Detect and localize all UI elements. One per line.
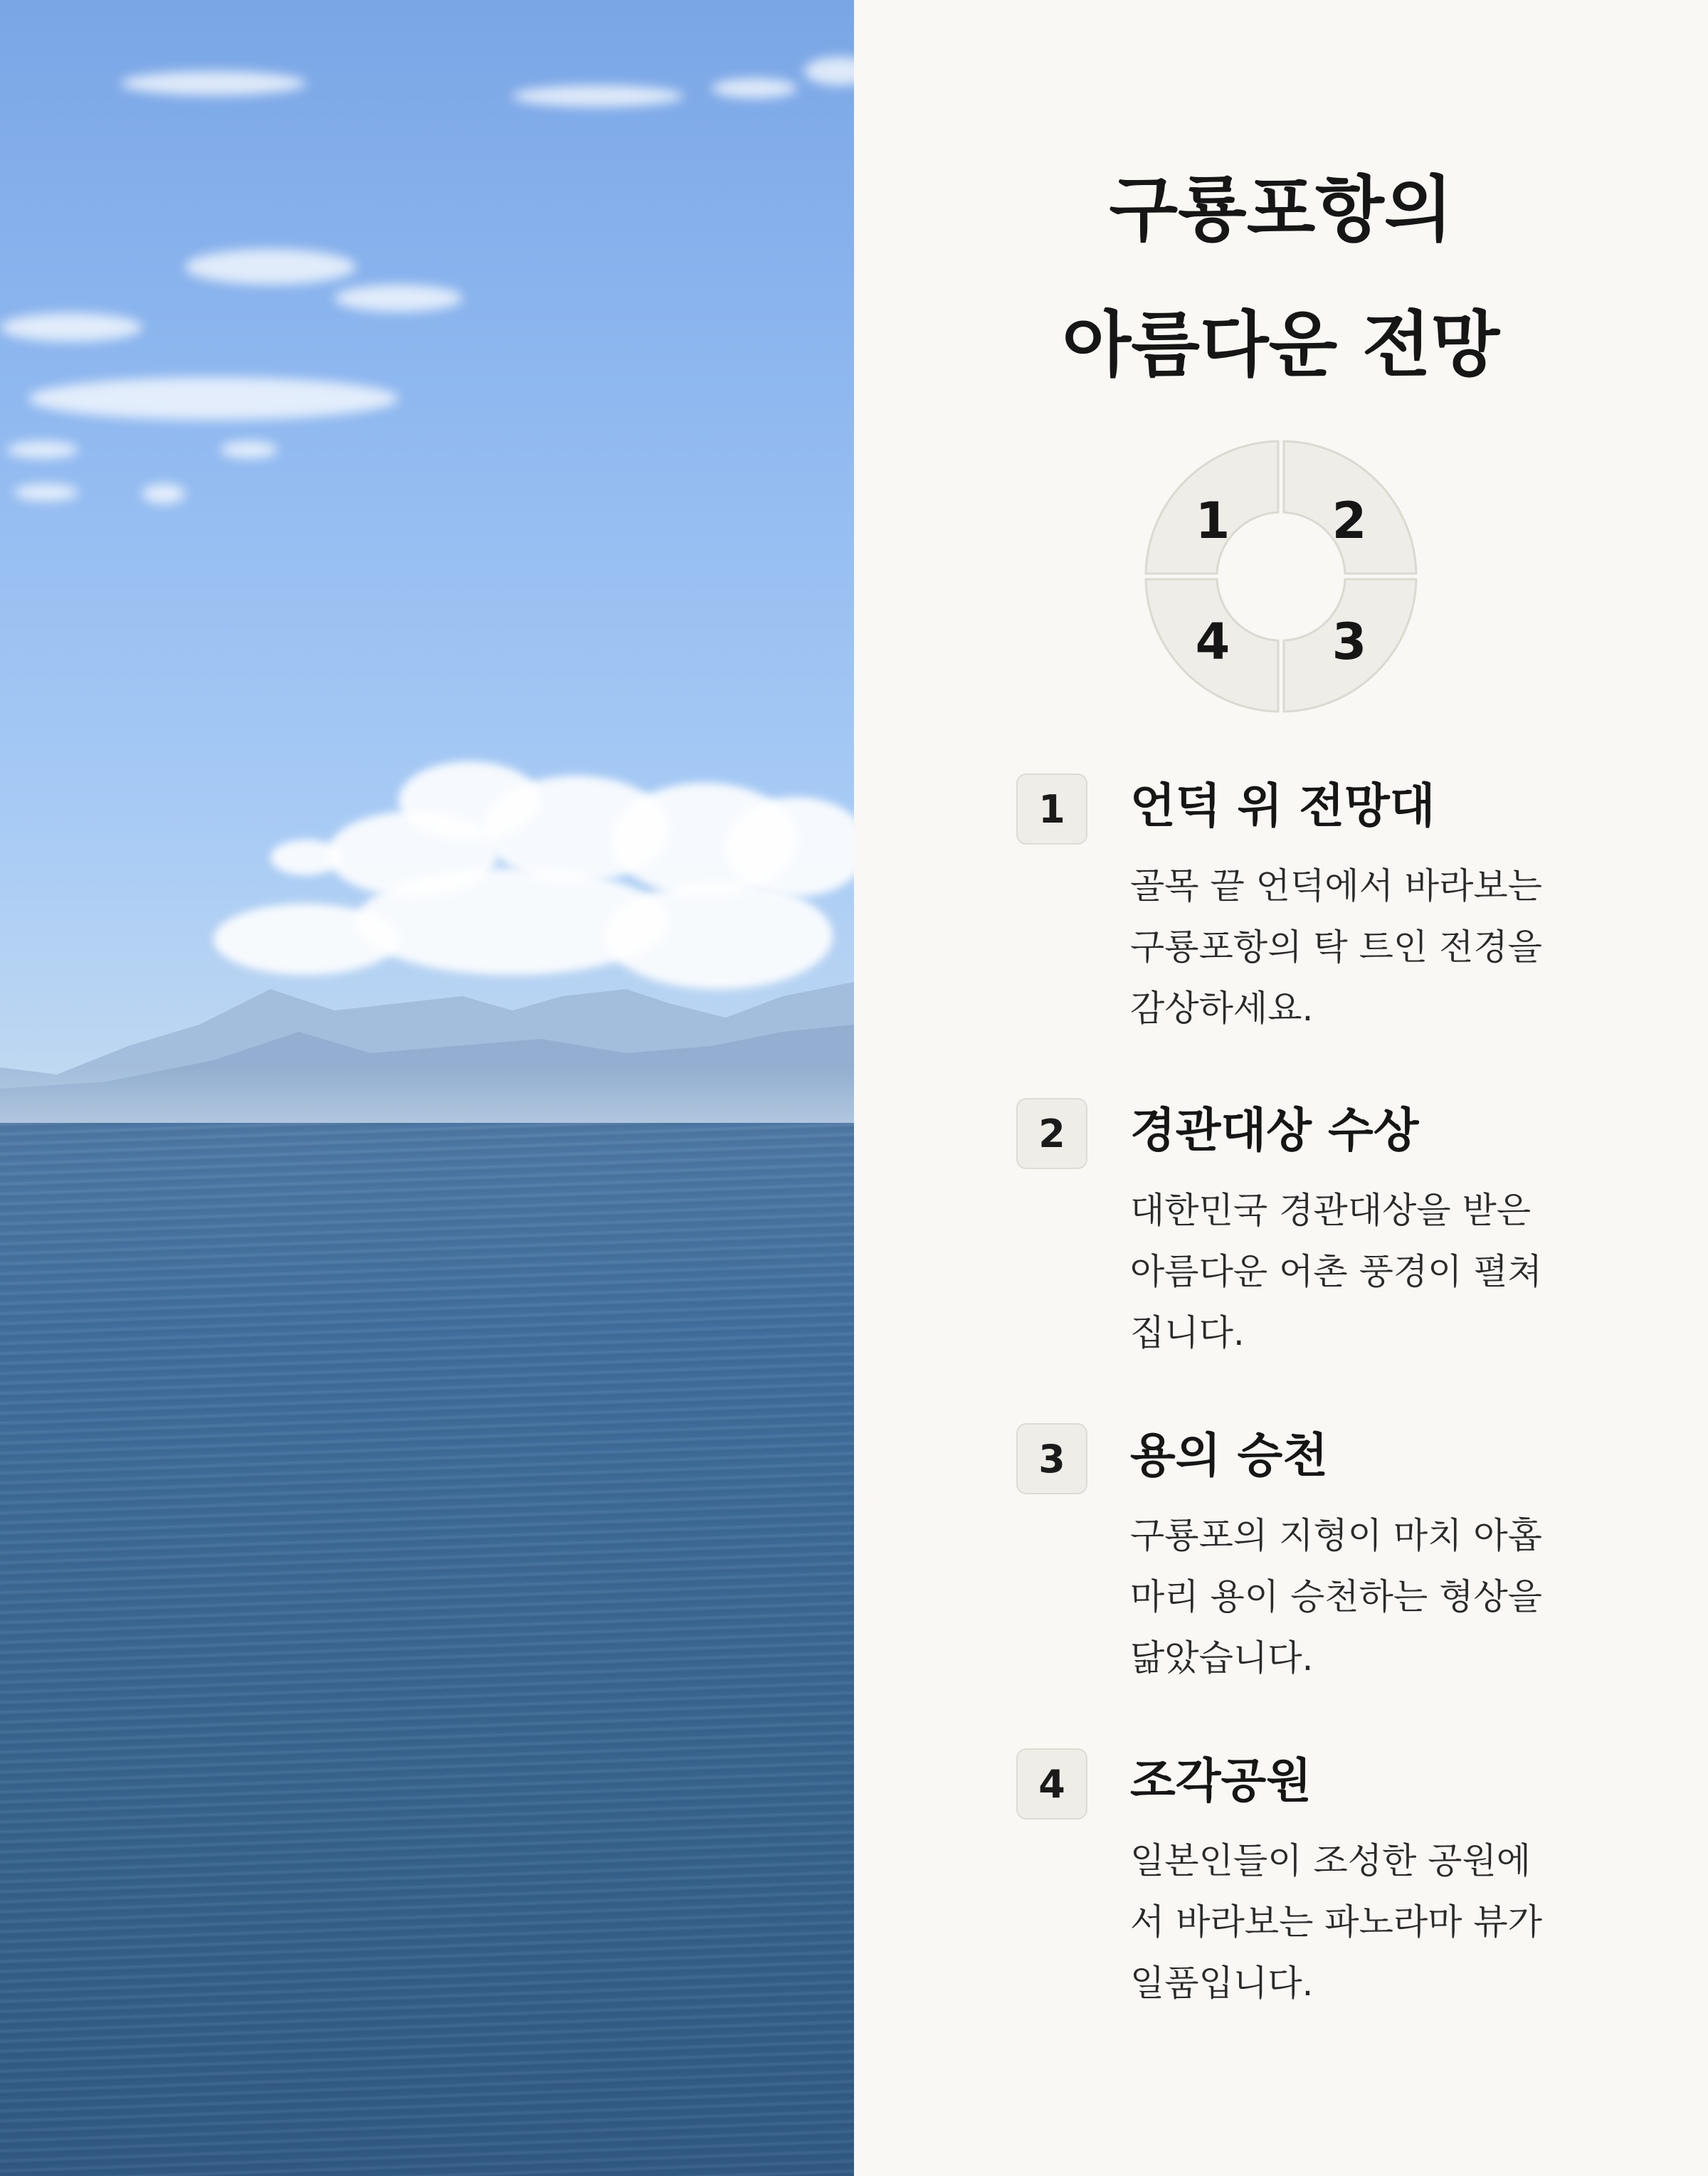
item-number-badge: 4 bbox=[1016, 1748, 1087, 1820]
item-title: 조각공원 bbox=[1130, 1753, 1312, 1808]
content-panel bbox=[854, 0, 1708, 2176]
item-desc-line: 일본인들이 조성한 공원에 bbox=[1130, 1840, 1532, 1881]
item-description bbox=[1130, 1505, 1571, 1689]
wheel-label-3: 3 bbox=[1332, 613, 1367, 671]
wheel-segment-2 bbox=[1284, 441, 1416, 574]
page-title bbox=[854, 142, 1708, 413]
wheel-segment-3 bbox=[1284, 579, 1416, 712]
wheel-label-4: 4 bbox=[1195, 613, 1230, 671]
title-line-2: 아름다운 전망 bbox=[1062, 303, 1500, 386]
item-desc-line: 구룡포의 지형이 마치 아홉 bbox=[1130, 1515, 1542, 1556]
sea-water bbox=[0, 1123, 854, 2176]
wheel-label-2: 2 bbox=[1332, 492, 1367, 550]
item-number-badge: 1 bbox=[1016, 773, 1087, 845]
wheel-segment-4 bbox=[1146, 579, 1278, 712]
item-description bbox=[1130, 1830, 1571, 2014]
item-desc-line: 집니다. bbox=[1130, 1312, 1245, 1353]
item-desc-line: 감상하세요. bbox=[1130, 988, 1314, 1029]
item-desc-line: 구룡포항의 탁 트인 전경을 bbox=[1130, 926, 1542, 968]
item-desc-line: 일품입니다. bbox=[1130, 1963, 1314, 2004]
item-number-badge: 2 bbox=[1016, 1098, 1087, 1169]
item-number-badge: 3 bbox=[1016, 1423, 1087, 1494]
title-line-1: 구룡포항의 bbox=[1109, 168, 1453, 251]
item-desc-line: 마리 용이 승천하는 형상을 bbox=[1130, 1576, 1542, 1617]
item-desc-line: 대한민국 경관대상을 받은 bbox=[1130, 1190, 1532, 1231]
item-desc-line: 골목 끝 언덕에서 바라보는 bbox=[1130, 865, 1542, 907]
item-title: 용의 승천 bbox=[1130, 1428, 1329, 1483]
wheel-label-1: 1 bbox=[1195, 492, 1230, 550]
item-title: 언덕 위 전망대 bbox=[1130, 778, 1435, 833]
wheel-segment-1 bbox=[1146, 441, 1278, 574]
item-description bbox=[1130, 1180, 1571, 1363]
segment-wheel bbox=[1142, 438, 1420, 715]
item-desc-line: 서 바라보는 파노라마 뷰가 bbox=[1130, 1901, 1542, 1943]
item-title: 경관대상 수상 bbox=[1130, 1103, 1419, 1158]
item-desc-line: 아름다운 어촌 풍경이 펼쳐 bbox=[1130, 1251, 1542, 1292]
item-desc-line: 닮았습니다. bbox=[1130, 1637, 1314, 1679]
item-description bbox=[1130, 855, 1571, 1039]
